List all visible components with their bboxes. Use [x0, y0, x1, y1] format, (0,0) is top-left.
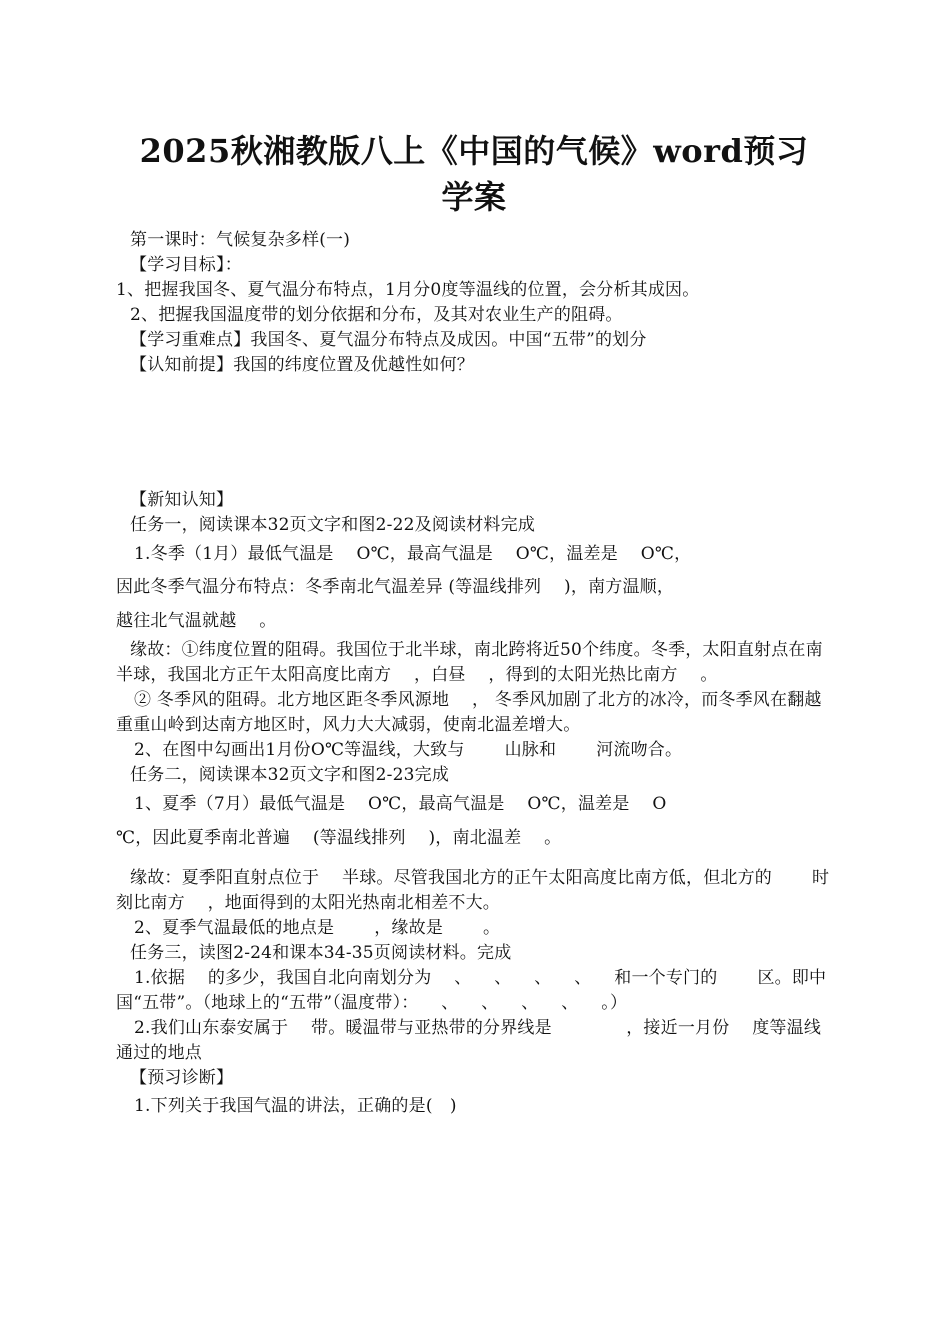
task1-q1-line1: 1.冬季（1月）最低气温是 O℃，最高气温是 O℃，温差是 O℃，	[134, 544, 692, 564]
task3-q2: 2.我们山东泰安属于 带。暖温带与亚热带的分界线是 ，接近一月份 度等温线通过的地点	[116, 1018, 822, 1063]
task2-q1-line1: 1、夏季（7月）最低气温是 O℃，最高气温是 O℃，温差是 O	[134, 794, 667, 814]
objective-2: 2、把握我国温度带的划分依据和分布，及其对农业生产的阻碍。	[130, 305, 623, 325]
diagnosis-q1: 1.下列关于我国气温的讲法，正确的是( )	[134, 1096, 457, 1116]
task2-q2: 2、夏季气温最低的地点是 ，缘故是 。	[134, 918, 501, 938]
task1-q1-line3: 越往北气温就越 。	[116, 611, 277, 631]
prerequisite: 【认知前提】我国的纬度位置及优越性如何？	[130, 355, 474, 375]
objective-1: 1、把握我国冬、夏气温分布特点，1月分0度等温线的位置，会分析其成因。	[116, 280, 700, 300]
document-page	[116, 128, 832, 1121]
task2-heading: 任务二，阅读课本32页文字和图2-23完成	[130, 765, 450, 785]
reason-2: ② 冬季风的阻碍。北方地区距冬季风源地 ， 冬季风加剧了北方的冰冷，而冬季风在翻越重重山岭到达南方地区时，风力大大减弱，使南北温差增大。	[116, 690, 822, 735]
task3-heading: 任务三，读图2-24和课本34-35页阅读材料。完成	[130, 943, 512, 963]
task1-heading: 任务一，阅读课本32页文字和图2-22及阅读材料完成	[130, 515, 536, 535]
new-knowledge-heading: 【新知认知】	[130, 490, 234, 510]
title-line-2: 学案	[441, 178, 507, 216]
document-title	[116, 128, 832, 220]
diagnosis-heading: 【预习诊断】	[130, 1068, 234, 1088]
reason-1: 缘故：①纬度位置的阻碍。我国位于北半球，南北跨将近50个纬度。冬季，太阳直射点在南半球，我国北方正午太阳高度比南方 ，白昼 ，得到的太阳光热比南方 。	[116, 640, 823, 685]
objectives-heading: 【学习目标】：	[130, 255, 242, 275]
task3-q1: 1.依据 的多少，我国自北向南划分为 、 、 、 、 和一个专门的 区。即中国“五带”。（地球上的“五带”（温度带）： 、 、 、 、 。）	[116, 968, 827, 1013]
key-points: 【学习重难点】我国冬、夏气温分布特点及成因。中国“五带”的划分	[130, 330, 647, 350]
title-line-1: 2025秋湘教版八上《中国的气候》word预习	[139, 132, 809, 170]
task1-q1-line2: 因此冬季气温分布特点：冬季南北气温差异 (等温线排列 )，南方温顺，	[116, 577, 675, 597]
task1-q2: 2、在图中勾画出1月份O℃等温线，大致与 山脉和 河流吻合。	[134, 740, 683, 760]
lesson-label: 第一课时：气候复杂多样(一)	[130, 230, 351, 250]
reason-3: 缘故：夏季阳直射点位于 半球。尽管我国北方的正午太阳高度比南方低，但北方的 时刻比南方 ，地面得到的太阳光热南北相差不大。	[116, 868, 830, 913]
task2-q1-line2: ℃，因此夏季南北普遍 (等温线排列 )，南北温差 。	[116, 828, 562, 848]
